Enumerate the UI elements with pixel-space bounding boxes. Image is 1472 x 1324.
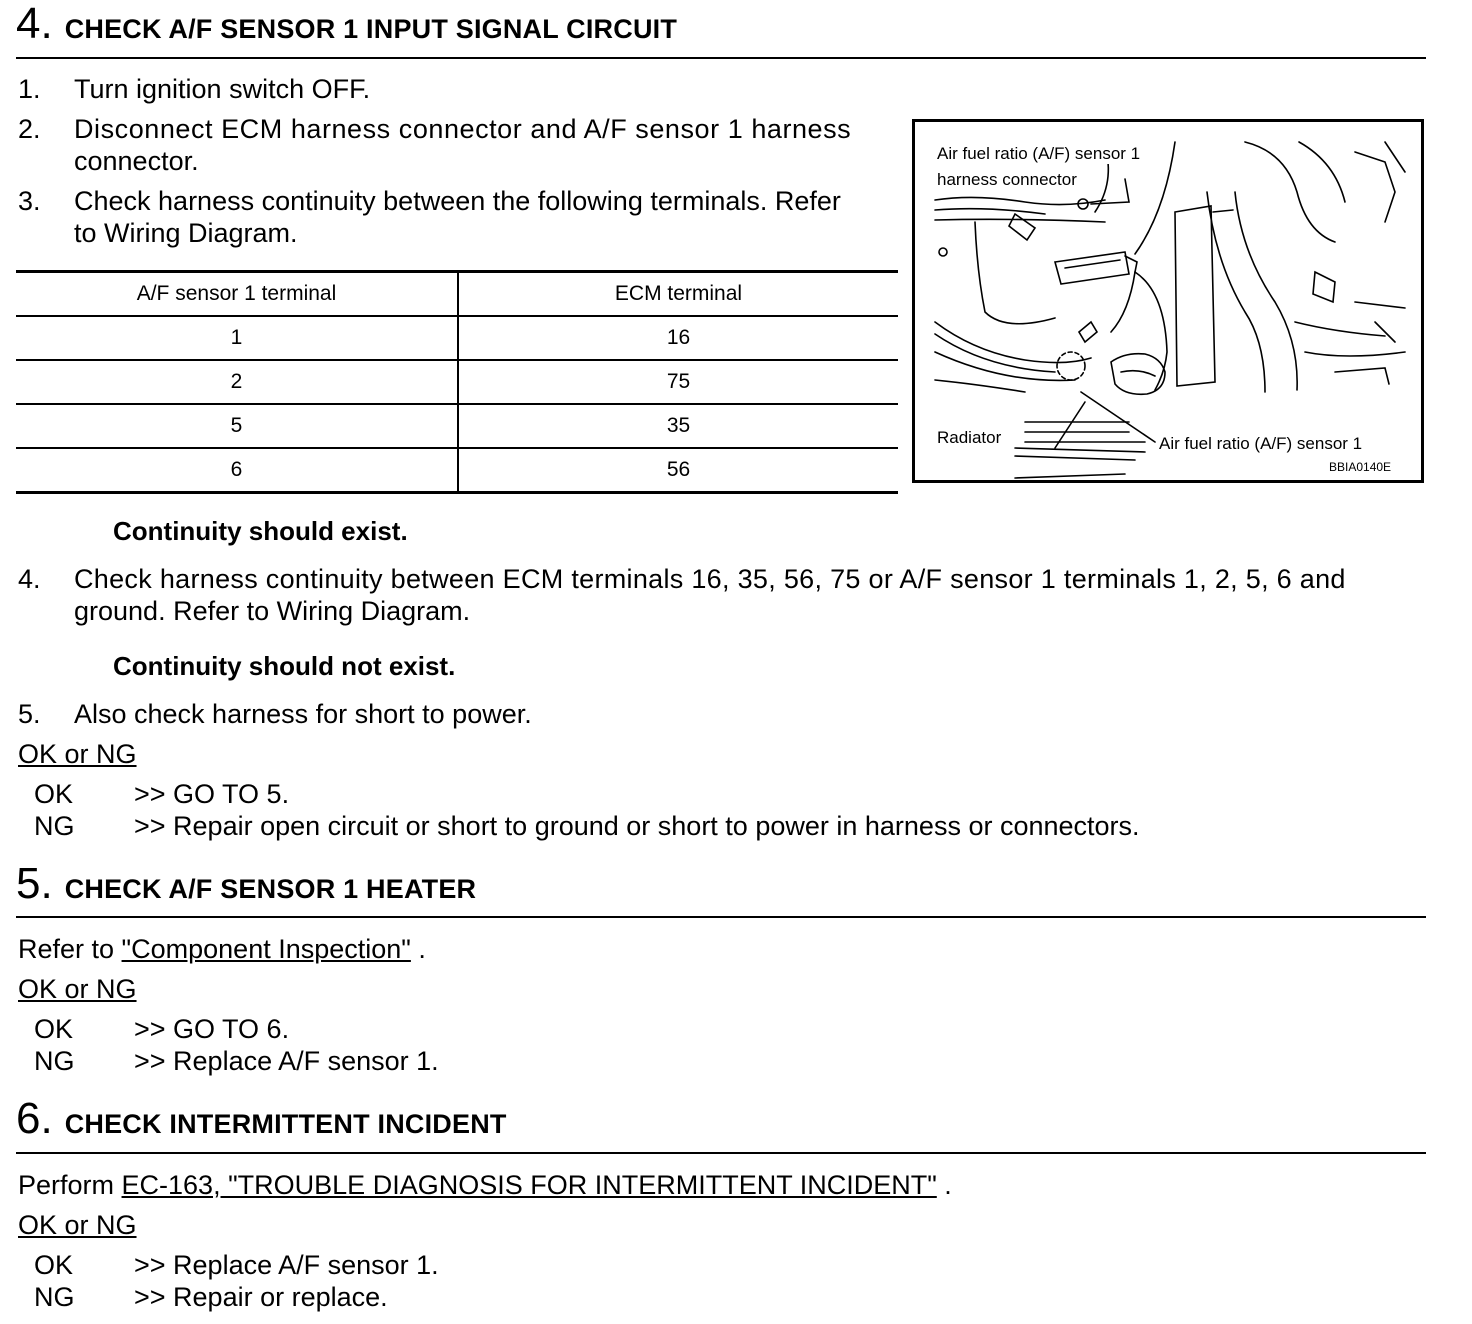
instruction-3-number: 3. bbox=[18, 186, 41, 216]
step-6-ng-result bbox=[18, 1281, 388, 1313]
continuity-not-exist-note: Continuity should not exist. bbox=[113, 651, 456, 681]
component-inspection-link[interactable]: "Component Inspection" bbox=[121, 934, 411, 964]
step-4-ok-ng-label: OK or NG bbox=[18, 739, 137, 769]
step-6-ok-ng-label: OK or NG bbox=[18, 1210, 137, 1240]
table-cell: 6 bbox=[16, 448, 458, 493]
step-5-refer bbox=[18, 933, 426, 965]
table-header-ecm: ECM terminal bbox=[458, 272, 898, 317]
instruction-5-number: 5. bbox=[18, 699, 41, 729]
continuity-exist-note: Continuity should exist. bbox=[113, 516, 408, 546]
ng-label: NG bbox=[34, 1046, 75, 1076]
instruction-1-number: 1. bbox=[18, 74, 41, 104]
table-cell: 56 bbox=[458, 448, 898, 493]
step-5-ok-ng-label: OK or NG bbox=[18, 974, 137, 1004]
table-cell: 2 bbox=[16, 360, 458, 404]
instruction-4-text-line2: ground. Refer to Wiring Diagram. bbox=[74, 596, 471, 626]
step-4-title: CHECK A/F SENSOR 1 INPUT SIGNAL CIRCUIT bbox=[64, 14, 678, 44]
table-row bbox=[16, 448, 898, 493]
ng-label: NG bbox=[34, 811, 75, 841]
table-cell: 16 bbox=[458, 316, 898, 360]
table-row bbox=[16, 404, 898, 448]
figure-label-sensor: Air fuel ratio (A/F) sensor 1 bbox=[1159, 434, 1363, 453]
step-6-rule bbox=[16, 1152, 1426, 1154]
ok-label: OK bbox=[34, 1250, 74, 1280]
instruction-3-text-line2: to Wiring Diagram. bbox=[74, 218, 298, 248]
ok-action: >> GO TO 6. bbox=[134, 1014, 290, 1044]
instruction-2-text-line1: Disconnect ECM harness connector and A/F sensor 1 harness bbox=[74, 114, 852, 144]
step-6-header bbox=[16, 1094, 507, 1143]
figure-code: BBIA0140E bbox=[1329, 460, 1392, 474]
step-5-header bbox=[16, 859, 477, 908]
refer-suffix: . bbox=[410, 934, 426, 964]
step-6-number: 6. bbox=[16, 1094, 53, 1143]
step-5-number: 5. bbox=[16, 859, 53, 908]
step-5-rule bbox=[16, 916, 1426, 918]
ng-action: >> Repair or replace. bbox=[134, 1282, 388, 1312]
step-4-rule bbox=[16, 57, 1426, 59]
table-cell: 35 bbox=[458, 404, 898, 448]
step-6-ok-result bbox=[18, 1249, 439, 1281]
step-5-ng-result bbox=[18, 1045, 439, 1077]
figure-label-connector-line1: Air fuel ratio (A/F) sensor 1 bbox=[937, 144, 1141, 163]
instruction-1-text: Turn ignition switch OFF. bbox=[74, 74, 371, 104]
instruction-4-number: 4. bbox=[18, 564, 41, 594]
ok-action: >> GO TO 5. bbox=[134, 779, 290, 809]
step-4-header bbox=[16, 2, 677, 46]
instruction-5-text: Also check harness for short to power. bbox=[74, 699, 532, 729]
refer-prefix: Refer to bbox=[18, 934, 122, 964]
instruction-2 bbox=[18, 113, 851, 177]
table-header-row bbox=[16, 272, 898, 317]
table-header-af-sensor: A/F sensor 1 terminal bbox=[16, 272, 458, 317]
step-4-ok-result bbox=[18, 778, 289, 810]
ok-label: OK bbox=[34, 779, 74, 809]
ng-action: >> Replace A/F sensor 1. bbox=[134, 1046, 439, 1076]
ok-action: >> Replace A/F sensor 1. bbox=[134, 1250, 439, 1280]
perform-prefix: Perform bbox=[18, 1170, 122, 1200]
ng-action: >> Repair open circuit or short to ground or short to power in harness or connectors. bbox=[134, 811, 1140, 841]
instruction-4 bbox=[18, 563, 1346, 627]
step-6-title: CHECK INTERMITTENT INCIDENT bbox=[64, 1109, 507, 1139]
instruction-3-text-line1: Check harness continuity between the following terminals. Refer bbox=[74, 186, 841, 216]
instruction-1 bbox=[18, 73, 370, 105]
instruction-3 bbox=[18, 185, 841, 249]
instruction-4-text-line1: Check harness continuity between ECM terminals 16, 35, 56, 75 or A/F sensor 1 terminals 1, 2, 5, 6 and bbox=[74, 564, 1346, 594]
step-5-title: CHECK A/F SENSOR 1 HEATER bbox=[64, 874, 477, 904]
step-4-number: 4. bbox=[16, 0, 53, 48]
instruction-5 bbox=[18, 698, 532, 730]
terminal-table bbox=[16, 270, 898, 494]
step-5-ok-result bbox=[18, 1013, 289, 1045]
step-6-perform bbox=[18, 1169, 952, 1201]
instruction-2-number: 2. bbox=[18, 114, 41, 144]
step-4-ng-result bbox=[18, 810, 1140, 842]
table-cell: 75 bbox=[458, 360, 898, 404]
figure-label-connector-line2: harness connector bbox=[937, 170, 1077, 189]
table-cell: 1 bbox=[16, 316, 458, 360]
intermittent-incident-link[interactable]: EC-163, "TROUBLE DIAGNOSIS FOR INTERMITTENT INCIDENT" bbox=[121, 1170, 937, 1200]
figure-label-radiator: Radiator bbox=[937, 428, 1002, 447]
table-cell: 5 bbox=[16, 404, 458, 448]
table-row bbox=[16, 360, 898, 404]
engine-bay-figure bbox=[912, 119, 1424, 483]
table-row bbox=[16, 316, 898, 360]
instruction-2-text-line2: connector. bbox=[74, 146, 199, 176]
ok-label: OK bbox=[34, 1014, 74, 1044]
perform-suffix: . bbox=[936, 1170, 952, 1200]
ng-label: NG bbox=[34, 1282, 75, 1312]
